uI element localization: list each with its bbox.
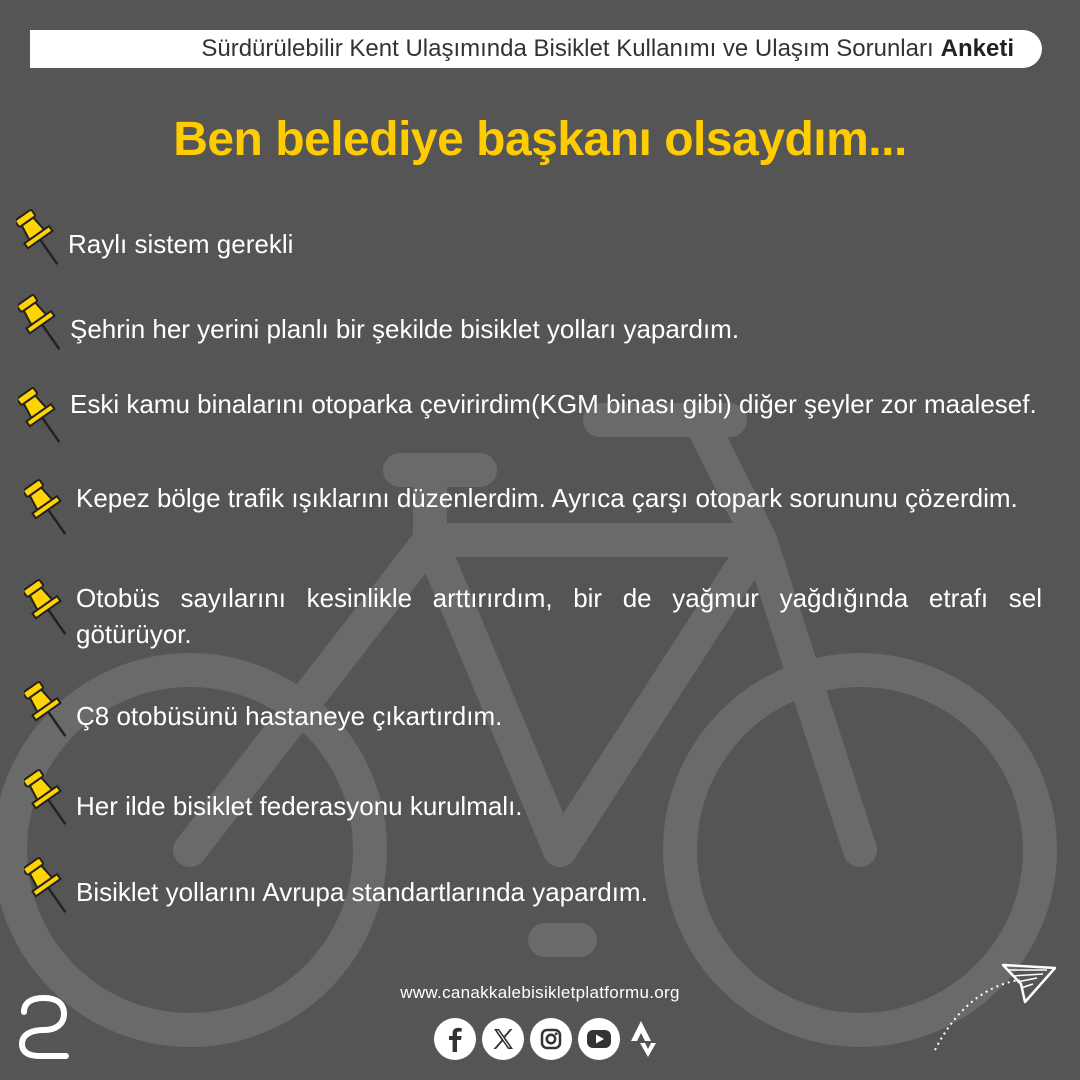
pushpin-icon xyxy=(24,768,70,832)
x-icon[interactable] xyxy=(482,1018,524,1060)
pushpin-icon xyxy=(18,386,64,450)
instagram-icon[interactable] xyxy=(530,1018,572,1060)
pushpin-icon xyxy=(24,578,70,642)
item-text: Eski kamu binalarını otoparka çevirirdim(KGM binası gibi) diğer şeyler zor maalesef. xyxy=(70,389,1037,419)
website-link[interactable]: www.canakkalebisikletplatformu.org xyxy=(400,983,680,1002)
youtube-icon[interactable] xyxy=(578,1018,620,1060)
list-item xyxy=(24,578,1042,652)
list-item xyxy=(24,478,1042,542)
item-text: Her ilde bisiklet federasyonu kurulmalı. xyxy=(76,791,523,821)
survey-title: Sürdürülebilir Kent Ulaşımında Bisiklet Kullanımı ve Ulaşım Sorunları xyxy=(201,35,934,62)
pushpin-icon xyxy=(16,208,62,272)
survey-word: Anketi xyxy=(940,35,1014,62)
item-text: Otobüs sayılarını kesinlikle arttırırdım, bir de yağmur yağdığında etrafı sel götürüyor. xyxy=(76,583,1042,649)
item-text: Raylı sistem gerekli xyxy=(68,229,294,259)
pushpin-icon xyxy=(24,856,70,920)
pushpin-icon xyxy=(24,680,70,744)
item-text: Kepez bölge trafik ışıklarını düzenlerdim. Ayrıca çarşı otopark sorununu çözerdim. xyxy=(76,483,1018,513)
pushpin-icon xyxy=(18,293,64,357)
survey-header-banner xyxy=(30,30,1042,68)
item-text: Ç8 otobüsünü hastaneye çıkartırdım. xyxy=(76,701,503,731)
item-text: Şehrin her yerini planlı bir şekilde bisiklet yolları yapardım. xyxy=(70,314,740,344)
list-item xyxy=(24,768,1042,832)
strava-icon[interactable] xyxy=(626,1018,662,1060)
paper-plane-arrow-icon xyxy=(925,950,1065,1060)
item-text: Bisiklet yollarını Avrupa standartlarında yapardım. xyxy=(76,877,648,907)
page-title: Ben belediye başkanı olsaydım... xyxy=(173,113,907,166)
list-item xyxy=(18,293,1042,357)
list-item xyxy=(18,386,1042,450)
list-item xyxy=(24,680,1042,744)
list-item xyxy=(16,208,1046,272)
platform-logo-icon xyxy=(16,994,72,1060)
pushpin-icon xyxy=(24,478,70,542)
social-icons xyxy=(434,1018,662,1060)
list-item xyxy=(24,856,1042,920)
facebook-icon[interactable] xyxy=(434,1018,476,1060)
